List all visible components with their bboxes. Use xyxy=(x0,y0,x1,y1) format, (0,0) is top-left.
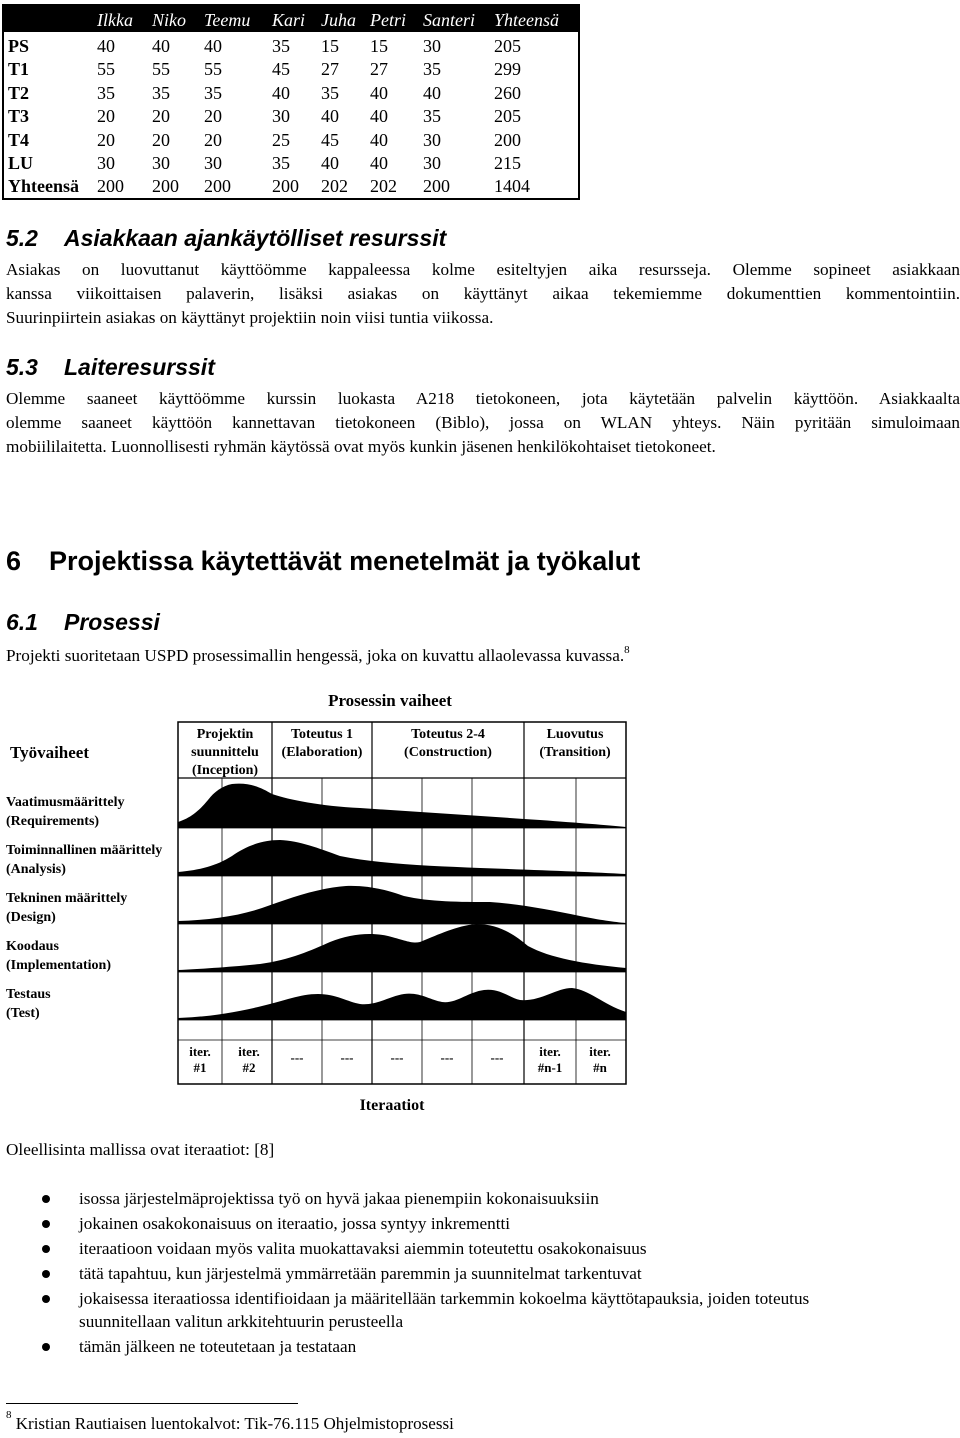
footnote-text: Kristian Rautiaisen luentokalvot: Tik-76.115 Ohjelmistoprosessi xyxy=(15,1414,454,1433)
section-6-1-heading xyxy=(6,608,160,636)
table-cell: 40 xyxy=(97,36,115,56)
phase-label: (Inception) xyxy=(191,763,259,778)
table-cell: 35 xyxy=(152,82,170,103)
workflow-label: Vaatimusmäärittely xyxy=(6,795,125,810)
footnote-ref: 8 xyxy=(624,644,630,657)
iteration-label: iter. xyxy=(238,1044,260,1059)
table-cell: 1404 xyxy=(494,176,530,197)
table-cell: 40 xyxy=(204,36,222,56)
workflow-label: (Implementation) xyxy=(6,958,111,973)
table-row-label: PS xyxy=(8,36,30,56)
iteration-label: iter. xyxy=(189,1044,211,1059)
paragraph-line: olemme saaneet käyttöön kannettavan tietokoneen (Biblo), jossa on WLAN yhteys. Näin pyritään simuloimaan xyxy=(6,413,960,432)
iteration-label: #2 xyxy=(242,1060,256,1075)
footnote-number: 8 xyxy=(6,1409,12,1422)
iteration-label: --- xyxy=(490,1050,504,1065)
table-row-label: Yhteensä xyxy=(8,176,79,197)
table-cell: 30 xyxy=(97,153,115,173)
table-cell: 40 xyxy=(370,106,388,127)
bullet-icon xyxy=(42,1245,50,1253)
workflow-label: Koodaus xyxy=(6,939,59,954)
table-header-cell: Teemu xyxy=(204,10,251,30)
process-diagram xyxy=(0,688,640,1118)
table-cell: 40 xyxy=(321,153,339,173)
iteration-labels xyxy=(189,1044,611,1075)
table-cell: 200 xyxy=(494,129,521,150)
list-item-text: iteraatioon voidaan myös valita muokattavaksi aiemmin toteutettu osakokonaisuus xyxy=(79,1239,647,1258)
table-cell: 200 xyxy=(152,176,179,197)
table-cell: 20 xyxy=(152,129,170,150)
table-header-cell: Kari xyxy=(272,10,306,30)
table-cell: 260 xyxy=(494,82,521,103)
iterations-intro xyxy=(6,1138,960,1162)
table-cell: 30 xyxy=(204,153,222,173)
test-workload-curve xyxy=(178,988,626,1020)
table-header-cell: Santeri xyxy=(423,10,475,30)
table-cell: 35 xyxy=(272,153,290,173)
iteration-label: iter. xyxy=(539,1044,561,1059)
table-cell: 40 xyxy=(370,82,388,103)
paragraph-line: Asiakas on luovuttanut käyttöömme kappaleessa kolme esiteltyjen aika resursseja. Olemme sopineet asiakkaan xyxy=(6,260,960,279)
phase-label: (Transition) xyxy=(539,745,611,760)
design-workload-curve xyxy=(178,886,626,924)
paragraph-text: Projekti suoritetaan USPD prosessimallin hengessä, joka on kuvattu allaolevassa kuvassa. xyxy=(6,646,625,665)
table-cell: 35 xyxy=(204,82,222,103)
phase-label: (Elaboration) xyxy=(281,745,363,760)
table-header-cell: Yhteensä xyxy=(494,10,559,30)
table-cell: 202 xyxy=(321,176,348,197)
section-6-1-paragraph xyxy=(6,644,960,668)
footnote-rule xyxy=(6,1403,298,1404)
table-cell: 45 xyxy=(321,129,339,150)
iteration-label: #1 xyxy=(193,1060,207,1075)
table-cell: 40 xyxy=(272,82,290,103)
table-cell: 27 xyxy=(370,59,388,80)
table-header-cell: Juha xyxy=(321,10,356,30)
table-cell: 55 xyxy=(97,59,115,80)
section-6-heading xyxy=(6,545,640,577)
iteration-label: --- xyxy=(440,1050,454,1065)
requirements-workload-curve xyxy=(178,784,626,828)
iteration-label: --- xyxy=(290,1050,304,1065)
table-cell: 35 xyxy=(97,82,115,103)
table-cell: 25 xyxy=(272,129,290,150)
workflow-label: (Test) xyxy=(6,1006,40,1021)
iteration-label: --- xyxy=(340,1050,354,1065)
figure-title: Prosessin vaiheet xyxy=(328,691,452,710)
table-cell: 200 xyxy=(272,176,299,197)
table-header-row xyxy=(4,6,578,32)
paragraph-line: Olemme saaneet käyttöömme kurssin luokasta A218 tietokoneen, jota käytetään palvelin käyttöön. Asiakkaalta xyxy=(6,389,960,408)
analysis-workload-curve xyxy=(178,840,626,876)
table-row-label: T2 xyxy=(8,82,30,103)
table-cell: 45 xyxy=(272,59,290,80)
phase-label: Projektin xyxy=(196,727,254,742)
table-cell: 30 xyxy=(152,153,170,173)
iteration-label: #n xyxy=(593,1060,607,1075)
table-cell: 40 xyxy=(321,106,339,127)
iteration-label: iter. xyxy=(589,1044,611,1059)
table-cell: 40 xyxy=(423,82,441,103)
list-item-text: tämän jälkeen ne toteutetaan ja testataan xyxy=(79,1337,357,1356)
implementation-workload-curve xyxy=(178,924,626,972)
phase-label: (Construction) xyxy=(404,745,492,760)
table-cell: 200 xyxy=(204,176,231,197)
table-cell: 35 xyxy=(423,106,441,127)
workflow-label: Toiminnallinen määrittely xyxy=(6,843,163,858)
table-row-label: T3 xyxy=(8,106,30,127)
iterations-title: Iteraatiot xyxy=(359,1097,425,1114)
table-cell: 205 xyxy=(494,36,521,56)
phase-label: Luovutus xyxy=(546,727,604,742)
process-figure xyxy=(0,688,640,1118)
paragraph-line xyxy=(6,644,960,668)
workflow-label: Tekninen määrittely xyxy=(6,891,128,906)
table-cell: 55 xyxy=(152,59,170,80)
table-cell: 200 xyxy=(97,176,124,197)
table-cell: 30 xyxy=(423,129,441,150)
table-cell: 27 xyxy=(321,59,339,80)
list-item-text: isossa järjestelmäprojektissa työ on hyvä jakaa pienempiin kokonaisuuksiin xyxy=(79,1189,599,1208)
workflow-label: (Requirements) xyxy=(6,814,100,829)
table-header-cell: Petri xyxy=(370,10,406,30)
list-item-text: suunnitellaan valitun arkkitehtuurin perusteella xyxy=(79,1312,404,1331)
table-cell: 20 xyxy=(97,106,115,127)
workflow-labels xyxy=(6,795,162,1021)
table-cell: 35 xyxy=(272,36,290,56)
phase-label: Toteutus 2-4 xyxy=(411,727,485,742)
section-5-2-paragraph xyxy=(6,258,960,330)
table-cell: 20 xyxy=(204,129,222,150)
table-cell: 299 xyxy=(494,59,521,80)
table-cell: 40 xyxy=(370,153,388,173)
table-cell: 55 xyxy=(204,59,222,80)
table-cell: 205 xyxy=(494,106,521,127)
section-title: Asiakkaan ajankäytölliset resurssit xyxy=(64,225,447,251)
section-5-3-heading xyxy=(6,353,215,381)
paragraph-line: Oleellisinta mallissa ovat iteraatiot: [8] xyxy=(6,1140,275,1159)
table-cell: 202 xyxy=(370,176,397,197)
section-number: 5.2 xyxy=(6,225,38,251)
table-header-cell: Niko xyxy=(152,10,186,30)
table-cell: 15 xyxy=(321,36,339,56)
workflows-title: Työvaiheet xyxy=(10,743,90,762)
list-item-text: tätä tapahtuu, kun järjestelmä ymmärretään paremmin ja suunnitelmat tarkentuvat xyxy=(79,1264,642,1283)
table-cell: 30 xyxy=(423,153,441,173)
table-cell: 40 xyxy=(152,36,170,56)
table-cell: 30 xyxy=(272,106,290,127)
table-row-label: T4 xyxy=(8,129,30,150)
hours-table xyxy=(2,4,580,200)
table-row-label: T1 xyxy=(8,59,30,80)
section-title: Prosessi xyxy=(64,609,160,635)
bullet-icon xyxy=(42,1295,50,1303)
section-title: Projektissa käytettävät menetelmät ja työkalut xyxy=(49,546,641,576)
table-cell: 215 xyxy=(494,153,521,173)
table-header-cell: Ilkka xyxy=(97,10,133,30)
paragraph-line: kanssa viikoittaisen palaverin, lisäksi asiakas on käyttänyt aikaa tekemiemme dokumenttien kommentointiin. xyxy=(6,284,960,303)
footnote xyxy=(6,1409,454,1436)
iteration-label: #n-1 xyxy=(537,1060,563,1075)
table-cell: 40 xyxy=(370,129,388,150)
phase-label: suunnittelu xyxy=(191,745,259,760)
workflow-label: (Analysis) xyxy=(6,862,66,877)
phase-labels xyxy=(191,727,611,778)
section-number: 6.1 xyxy=(6,609,38,635)
table-cell: 35 xyxy=(321,82,339,103)
paragraph-line: Suurinpiirtein asiakas on käyttänyt projektiin noin viisi tuntia viikossa. xyxy=(6,308,494,327)
table-cell: 15 xyxy=(370,36,388,56)
paragraph-line: mobiililaitetta. Luonnollisesti ryhmän käytössä ovat myös kunkin jäsenen henkilökohtaiset tietokoneet. xyxy=(6,437,716,456)
workflow-label: Testaus xyxy=(6,987,51,1002)
table-cell: 20 xyxy=(204,106,222,127)
workflow-label: (Design) xyxy=(6,910,56,925)
list-item-text: jokainen osakokonaisuus on iteraatio, jossa syntyy inkrementti xyxy=(79,1214,511,1233)
table-cell: 20 xyxy=(152,106,170,127)
bullet-icon xyxy=(42,1343,50,1351)
bullet-icon xyxy=(42,1195,50,1203)
bullet-icon xyxy=(42,1270,50,1278)
list-item-text: jokaisessa iteraatiossa identifioidaan ja määritellään tarkemmin kokoelma käyttötapauksia, joiden toteutus xyxy=(79,1289,810,1308)
bullet-icon xyxy=(42,1220,50,1228)
table-row-label: LU xyxy=(8,153,34,173)
table-cell: 200 xyxy=(423,176,450,197)
section-number: 5.3 xyxy=(6,354,38,380)
table-cell: 30 xyxy=(423,36,441,56)
table-cell: 35 xyxy=(423,59,441,80)
section-5-2-heading xyxy=(6,224,446,252)
section-title: Laiteresurssit xyxy=(64,354,215,380)
table-cell: 20 xyxy=(97,129,115,150)
iteration-label: --- xyxy=(390,1050,404,1065)
section-5-3-paragraph xyxy=(6,387,960,459)
section-number: 6 xyxy=(6,546,22,576)
phase-label: Toteutus 1 xyxy=(290,727,354,742)
